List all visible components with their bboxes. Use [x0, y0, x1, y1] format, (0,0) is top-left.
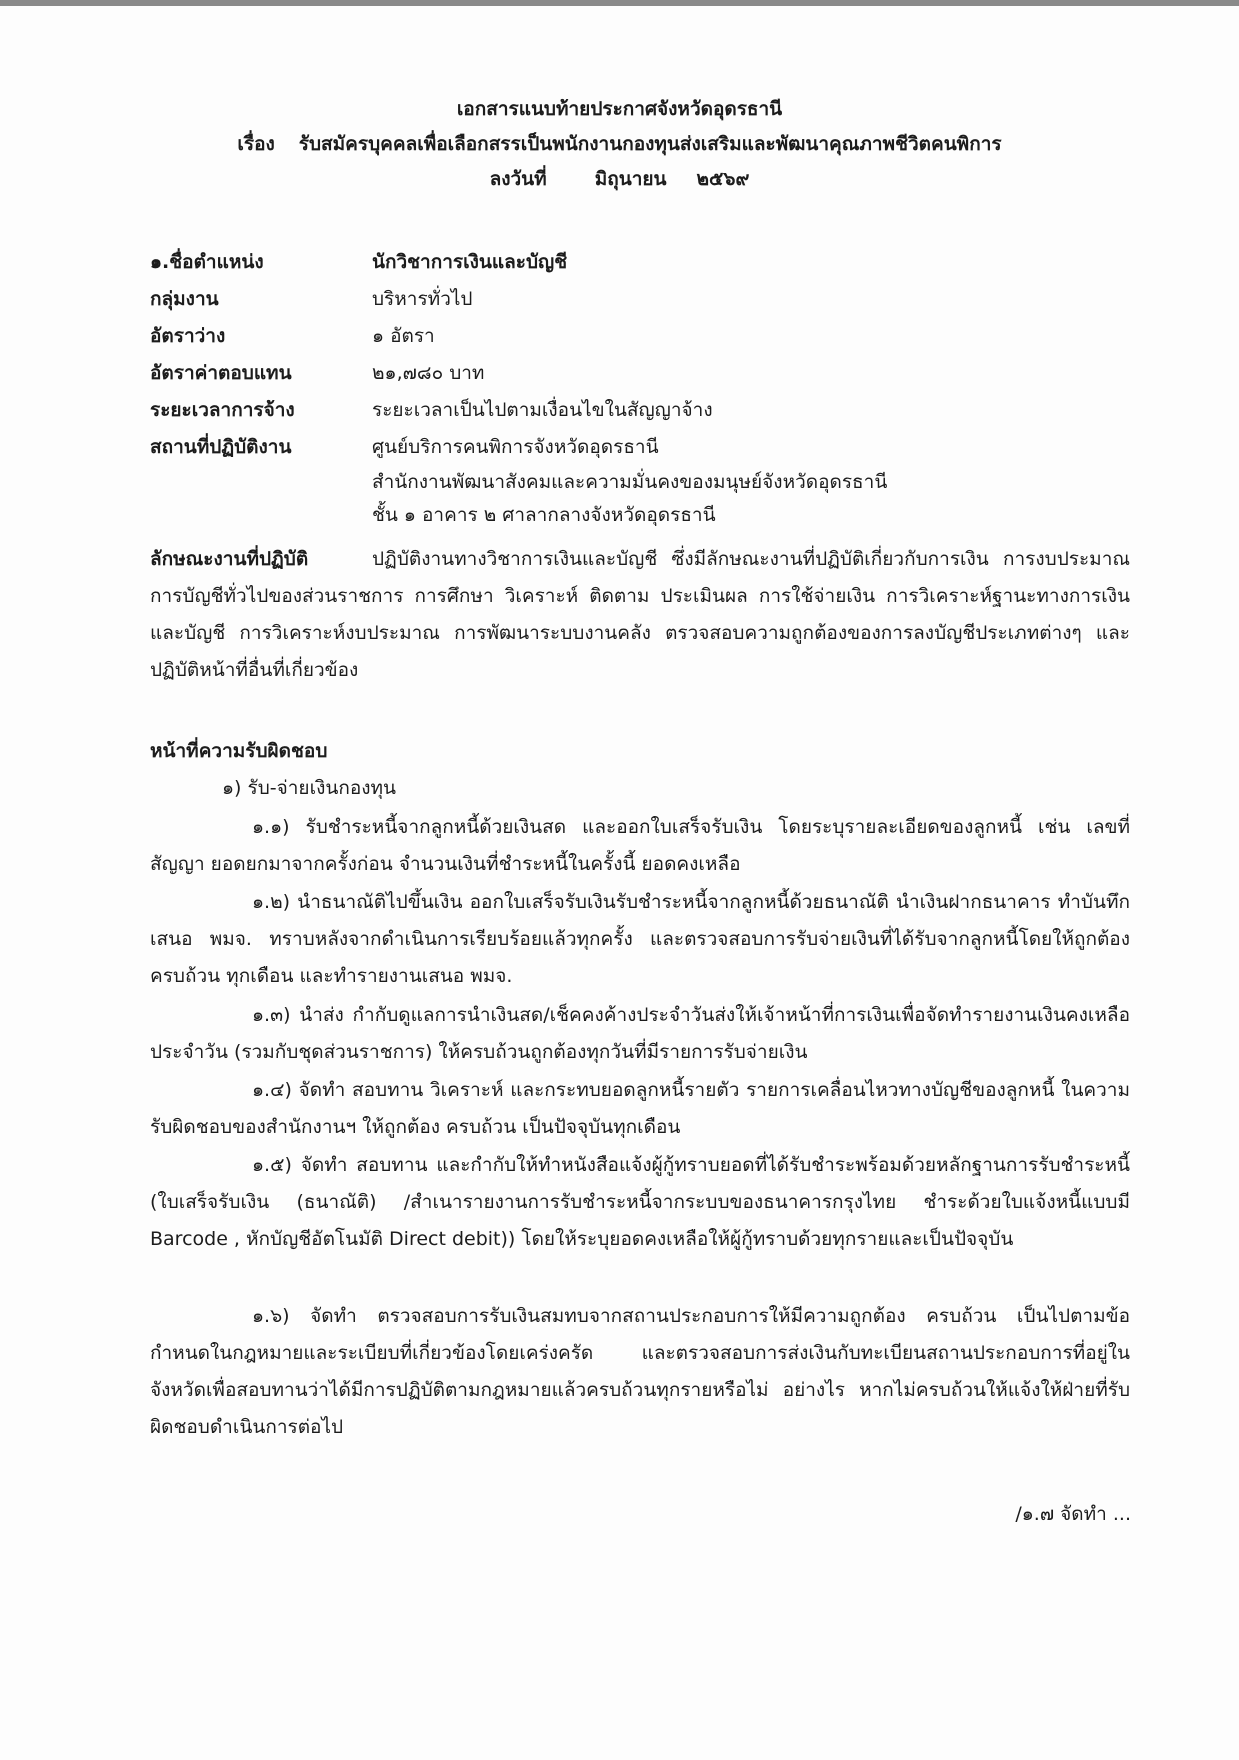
duty-sub-1-1: ๑.๑) รับชำระหนี้จากลูกหนี้ด้วยเงินสด และออกใบเสร็จรับเงิน โดยระบุรายละเอียดของลูกหนี้ เช่น เลขที่สัญญา ยอดยกมาจากครั้งก่อน จำนวนเงินที่ชำระหนี้ในครั้งนี้ ยอดคงเหลือ [150, 816, 1130, 875]
date-year: ๒๕๖๙ [696, 168, 750, 190]
field-value: ๑ อัตรา [372, 325, 435, 347]
position-details [150, 244, 1140, 532]
field-label: อัตราค่าตอบแทน [150, 362, 292, 384]
job-nature-paragraph [150, 541, 1130, 689]
header-subject-line [0, 127, 1239, 162]
field-vacancy [150, 318, 1140, 355]
job-nature-label: ลักษณะงานที่ปฏิบัติ [150, 548, 309, 570]
duty-item-1: ๑) รับ-จ่ายเงินกองทุน [222, 777, 397, 799]
field-value: ระยะเวลาเป็นไปตามเงื่อนไขในสัญญาจ้าง [372, 399, 713, 421]
subject-text: รับสมัครบุคคลเพื่อเลือกสรรเป็นพนักงานกองทุนส่งเสริมและพัฒนาคุณภาพชีวิตคนพิการ [298, 133, 1002, 155]
field-salary [150, 355, 1140, 392]
duty-sub-1-6: ๑.๖) จัดทำ ตรวจสอบการรับเงินสมทบจากสถานประกอบการให้มีความถูกต้อง ครบถ้วน เป็นไปตามข้อกำหนดในกฎหมายและระเบียบที่เกี่ยวข้องโดยเคร่งครัด และตรวจสอบการส่งเงินกับทะเบียนสถานประกอบการที่อยู่ในจังหวัดเพื่อสอบทานว่าได้มีการปฏิบัติตามกฎหมายแล้วครบถ้วนทุกรายหรือไม่ อย่างไร หากไม่ครบถ้วนให้แจ้งให้ฝ่ายที่รับผิดชอบดำเนินการต่อไป [150, 1305, 1130, 1438]
field-label: ระยะเวลาการจ้าง [150, 399, 295, 421]
workplace-line-3: ชั้น ๑ อาคาร ๒ ศาลากลางจังหวัดอุดรธานี [372, 504, 716, 526]
subject-label: เรื่อง [237, 133, 275, 155]
field-duration [150, 392, 1140, 429]
field-label: สถานที่ปฏิบัติงาน [150, 436, 292, 458]
duty-sub-1-2: ๑.๒) นำธนาณัติไปขึ้นเงิน ออกใบเสร็จรับเงินรับชำระหนี้จากลูกหนี้ด้วยธนาณัติ นำเงินฝากธนาคาร ทำบันทึกเสนอ พมจ. ทราบหลังจากดำเนินการเรียบร้อยแล้วทุกครั้ง และตรวจสอบการรับจ่ายเงินที่ได้รับจากลูกหนี้โดยให้ถูกต้อง ครบถ้วน ทุกเดือน และทำรายงานเสนอ พมจ. [150, 891, 1130, 987]
field-label: กลุ่มงาน [150, 288, 219, 310]
field-label: อัตราว่าง [150, 325, 226, 347]
field-value: ๒๑,๗๘๐ บาท [372, 362, 485, 384]
field-position [150, 244, 1140, 281]
page-continuation: /๑.๗ จัดทำ ... [1015, 1503, 1131, 1525]
duty-sub-1-5: ๑.๕) จัดทำ สอบทาน และกำกับให้ทำหนังสือแจ้งผู้กู้ทราบยอดที่ได้รับชำระพร้อมด้วยหลักฐานการรับชำระหนี้ (ใบเสร็จรับเงิน (ธนาณัติ) /สำเนารายงานการรับชำระหนี้จากระบบของธนาคารกรุงไทย ชำระด้วยใบแจ้งหนี้แบบมี Barcode , หักบัญชีอัตโนมัติ Direct debit)) โดยให้ระบุยอดคงเหลือให้ผู้กู้ทราบด้วยทุกรายและเป็นปัจจุบัน [150, 1154, 1130, 1250]
field-workplace [150, 429, 1140, 466]
date-month: มิถุนายน [594, 168, 667, 190]
field-value: ศูนย์บริการคนพิการจังหวัดอุดรธานี [372, 436, 659, 458]
date-label: ลงวันที่ [489, 168, 547, 190]
duty-sub-1-3: ๑.๓) นำส่ง กำกับดูแลการนำเงินสด/เช็คคงค้างประจำวันส่งให้เจ้าหน้าที่การเงินเพื่อจัดทำรายงานเงินคงเหลือประจำวัน (รวมกับชุดส่วนราชการ) ให้ครบถ้วนถูกต้องทุกวันที่มีรายการรับจ่ายเงิน [150, 1004, 1130, 1063]
duties-title: หน้าที่ความรับผิดชอบ [150, 740, 328, 762]
workplace-line-2: สำนักงานพัฒนาสังคมและความมั่นคงของมนุษย์จังหวัดอุดรธานี [372, 471, 888, 493]
field-value: นักวิชาการเงินและบัญชี [372, 251, 568, 273]
scan-top-edge [0, 0, 1239, 6]
field-label: ๑.ชื่อตำแหน่ง [150, 251, 264, 273]
field-value: บริหารทั่วไป [372, 288, 473, 310]
field-group [150, 281, 1140, 318]
header-title: เอกสารแนบท้ายประกาศจังหวัดอุดรธานี [456, 98, 783, 120]
document-header [0, 92, 1239, 197]
job-nature-text: ปฏิบัติงานทางวิชาการเงินและบัญชี ซึ่งมีลักษณะงานที่ปฏิบัติเกี่ยวกับการเงิน การงบประมาณ การบัญชีทั่วไปของส่วนราชการ การศึกษา วิเคราะห์ ติดตาม ประเมินผล การใช้จ่ายเงิน การวิเคราะห์ฐานะทางการเงินและบัญชี การวิเคราะห์งบประมาณ การพัฒนาระบบงานคลัง ตรวจสอบความถูกต้องของการลงบัญชีประเภทต่างๆ และปฏิบัติหน้าที่อื่นที่เกี่ยวข้อง [150, 548, 1130, 681]
header-date-line [0, 162, 1239, 197]
duty-sub-1-4: ๑.๔) จัดทำ สอบทาน วิเคราะห์ และกระทบยอดลูกหนี้รายตัว รายการเคลื่อนไหวทางบัญชีของลูกหนี้ ในความรับผิดชอบของสำนักงานฯ ให้ถูกต้อง ครบถ้วน เป็นปัจจุบันทุกเดือน [150, 1079, 1130, 1138]
